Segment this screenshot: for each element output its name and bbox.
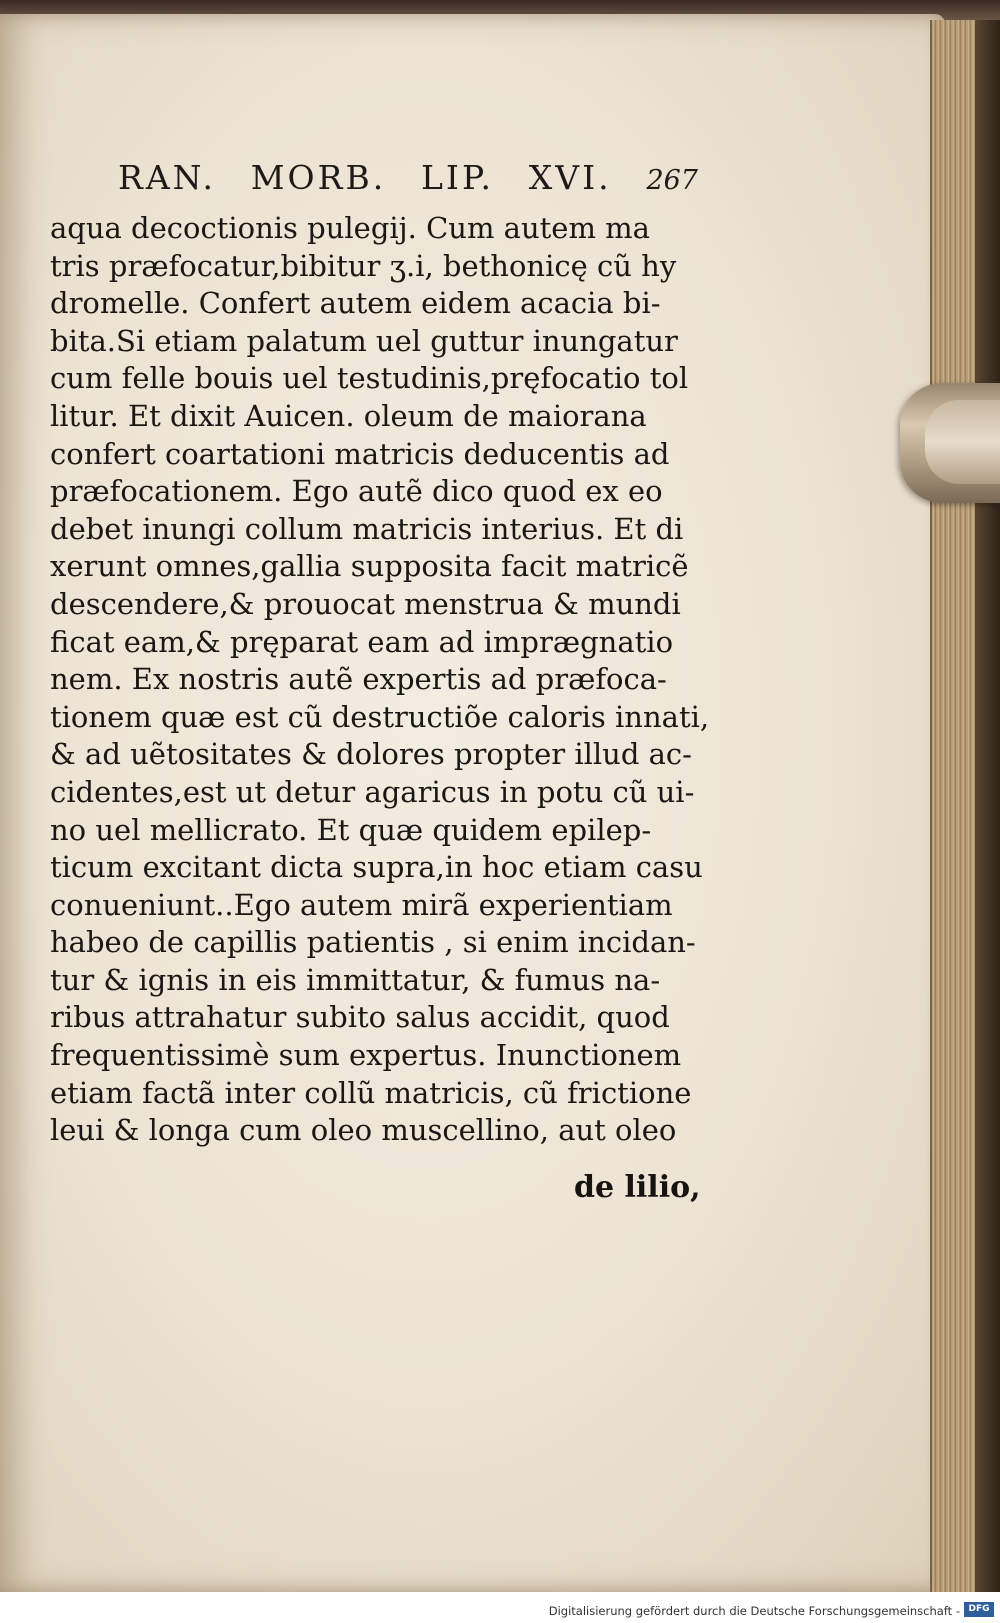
- brass-clasp-highlight: [925, 400, 1000, 484]
- digitization-credit: Digitalisierung gefördert durch die Deutsche Forschungsgemeinschaft -: [548, 1604, 960, 1618]
- text-line: descendere,& prouocat menstrua & mundi: [50, 586, 681, 621]
- text-line: cidentes,est ut detur agaricus in potu cũ ui-: [50, 774, 695, 809]
- text-line: cum felle bouis uel testudinis,pręfocatio tol: [50, 361, 689, 396]
- text-line: aqua decoctionis pulegij. Cum autem ma: [50, 211, 650, 245]
- catchword: de lilio,: [574, 1170, 701, 1205]
- book-cover-edge: [975, 20, 1000, 1592]
- text-line: frequentissimè sum expertus. Inunctionem: [50, 1038, 682, 1073]
- running-head-section: RAN.: [118, 158, 216, 197]
- text-line: habeo de capillis patientis , si enim incidan-: [50, 925, 696, 960]
- text-line: tur & ignis in eis immittatur, & fumus na-: [50, 962, 661, 997]
- text-line: & ad uẽtositates & dolores propter illud ac-: [50, 737, 692, 772]
- text-line: præfocationem. Ego autẽ dico quod ex eo: [50, 474, 663, 509]
- running-head-book-number: XVI.: [528, 158, 612, 197]
- text-line: conueniunt..Ego autem mirã experientiam: [50, 887, 673, 922]
- text-line: nem. Ex nostris autẽ expertis ad præfoca-: [50, 662, 667, 697]
- text-line: dromelle. Confert autem eidem acacia bi-: [50, 286, 661, 321]
- running-head-liber: LIP.: [421, 158, 494, 197]
- running-head: [118, 158, 698, 197]
- text-line: ticum excitant dicta supra,in hoc etiam casu: [50, 850, 703, 885]
- text-line: etiam factã inter collũ matricis, cũ frictione: [50, 1075, 692, 1110]
- text-line: xerunt omnes,gallia supposita facit matricẽ: [50, 549, 689, 584]
- dfg-logo: DFG: [964, 1602, 994, 1617]
- text-line: no uel mellicrato. Et quæ quidem epilep-: [50, 812, 652, 847]
- text-line: leui & longa cum oleo muscellino, aut oleo: [50, 1113, 677, 1148]
- body-text: [50, 210, 710, 1150]
- text-line: confert coartationi matricis deducentis ad: [50, 436, 670, 471]
- text-line: tionem quæ est cũ destructiõe caloris innati,: [50, 699, 710, 734]
- text-line: ficat eam,& pręparat eam ad imprægnatio: [50, 624, 674, 659]
- running-head-subject: MORB.: [250, 158, 387, 197]
- text-line: tris præfocatur,bibitur ʒ.i, bethonicę cũ hy: [50, 248, 677, 283]
- folio-number: 267: [646, 165, 698, 196]
- text-line: ribus attrahatur subito salus accidit, quod: [50, 1000, 670, 1035]
- text-line: litur. Et dixit Auicen. oleum de maiorana: [50, 398, 647, 433]
- text-line: bita.Si etiam palatum uel guttur inungatur: [50, 323, 678, 358]
- text-line: debet inungi collum matricis interius. Et di: [50, 511, 684, 546]
